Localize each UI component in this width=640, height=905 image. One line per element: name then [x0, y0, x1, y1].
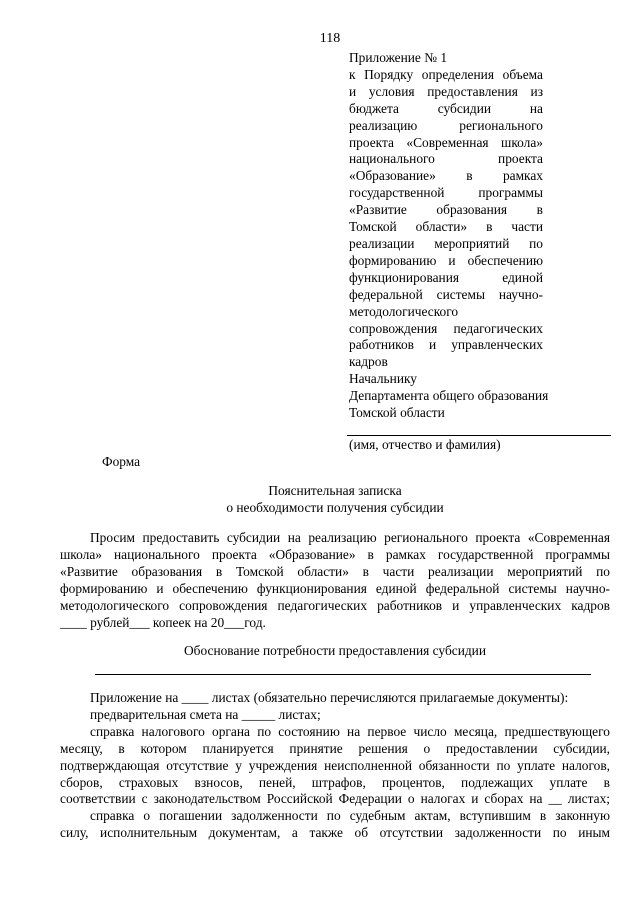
appendix-line: Приложение № 1: [349, 50, 448, 65]
attachments-paragraph: [60, 690, 610, 842]
addressee-line: Начальнику: [349, 371, 418, 386]
appendix-line: к Порядку определения объема: [349, 66, 543, 82]
paragraph-line: силу, исполнительным документам, а также об отсутствии задолженности по иным: [60, 825, 610, 841]
appendix-line: Томской области» в части: [349, 219, 543, 235]
appendix-line: «Развитие образования в: [349, 202, 543, 218]
appendix-line: государственной программы: [349, 185, 543, 201]
appendix-header: [349, 50, 543, 371]
appendix-line: национального проекта: [349, 151, 543, 167]
appendix-line: бюджета субсидии на: [349, 100, 543, 116]
appendix-line: проекта «Современная школа»: [349, 134, 543, 150]
title-line-1: Пояснительная записка: [268, 483, 402, 498]
paragraph-line: месяцу, в котором планируется принятие решения о предоставлении субсидии,: [60, 740, 610, 756]
paragraph-line: ____ рублей___ копеек на 20___год.: [60, 614, 266, 630]
form-label: Форма: [102, 454, 141, 469]
addressee-line: Департамента общего образования: [349, 387, 549, 403]
addressee-line: Томской области: [349, 404, 445, 420]
paragraph-line: методологического сопровождения педагогических работников и управленческих кадров: [60, 597, 610, 613]
paragraph-line: Просим предоставить субсидии на реализацию регионального проекта «Современная: [90, 530, 610, 545]
paragraph-line: «Развитие образования в Томской области» в части реализации мероприятий по: [60, 563, 610, 579]
appendix-line: кадров: [349, 354, 388, 370]
page-number: 118: [319, 31, 341, 46]
signature-line: [347, 435, 611, 436]
paragraph-line: справка о погашении задолженности по судебным актам, вступившим в законную: [90, 808, 610, 824]
paragraph-line: соответствии с законодательством Российской Федерации о налогах и сборах на __ листах;: [60, 791, 610, 807]
appendix-line: сопровождения педагогических: [349, 320, 543, 336]
document-title: [60, 482, 610, 516]
appendix-line: формированию и обеспечению: [349, 252, 543, 268]
paragraph-line: формированию и обеспечению функционирования единой федеральной системы научно-: [60, 580, 610, 596]
appendix-line: работников и управленческих: [349, 337, 543, 353]
signature-caption: (имя, отчество и фамилия): [349, 437, 501, 452]
paragraph-line: школа» национального проекта «Образование» в рамках государственной программы: [60, 546, 610, 562]
appendix-line: «Образование» в рамках: [349, 168, 543, 184]
justification-heading: Обоснование потребности предоставления субсидии: [183, 643, 487, 658]
appendix-line: федеральной системы научно-: [349, 286, 543, 302]
addressee-block: [349, 371, 611, 422]
paragraph-line: сборов, страховых взносов, пеней, штрафов, процентов, подлежащих уплате в: [60, 774, 610, 790]
appendix-line: реализации мероприятий по: [349, 235, 543, 251]
appendix-line: методологического: [349, 303, 459, 319]
paragraph-line: справка налогового органа по состоянию на первое число месяца, предшествующего: [90, 723, 610, 739]
title-line-2: о необходимости получения субсидии: [226, 500, 444, 515]
justification-blank-line: [95, 674, 591, 675]
request-paragraph: [60, 530, 610, 631]
paragraph-line: Приложение на ____ листах (обязательно перечисляются прилагаемые документы):: [90, 690, 569, 705]
appendix-line: и условия предоставления из: [349, 83, 543, 99]
paragraph-line: предварительная смета на _____ листах;: [90, 706, 321, 722]
appendix-line: функционирования единой: [349, 269, 543, 285]
paragraph-line: подтверждающая отсутствие у учреждения неисполненной обязанности по уплате налогов,: [60, 757, 610, 773]
appendix-line: реализацию регионального: [349, 117, 543, 133]
